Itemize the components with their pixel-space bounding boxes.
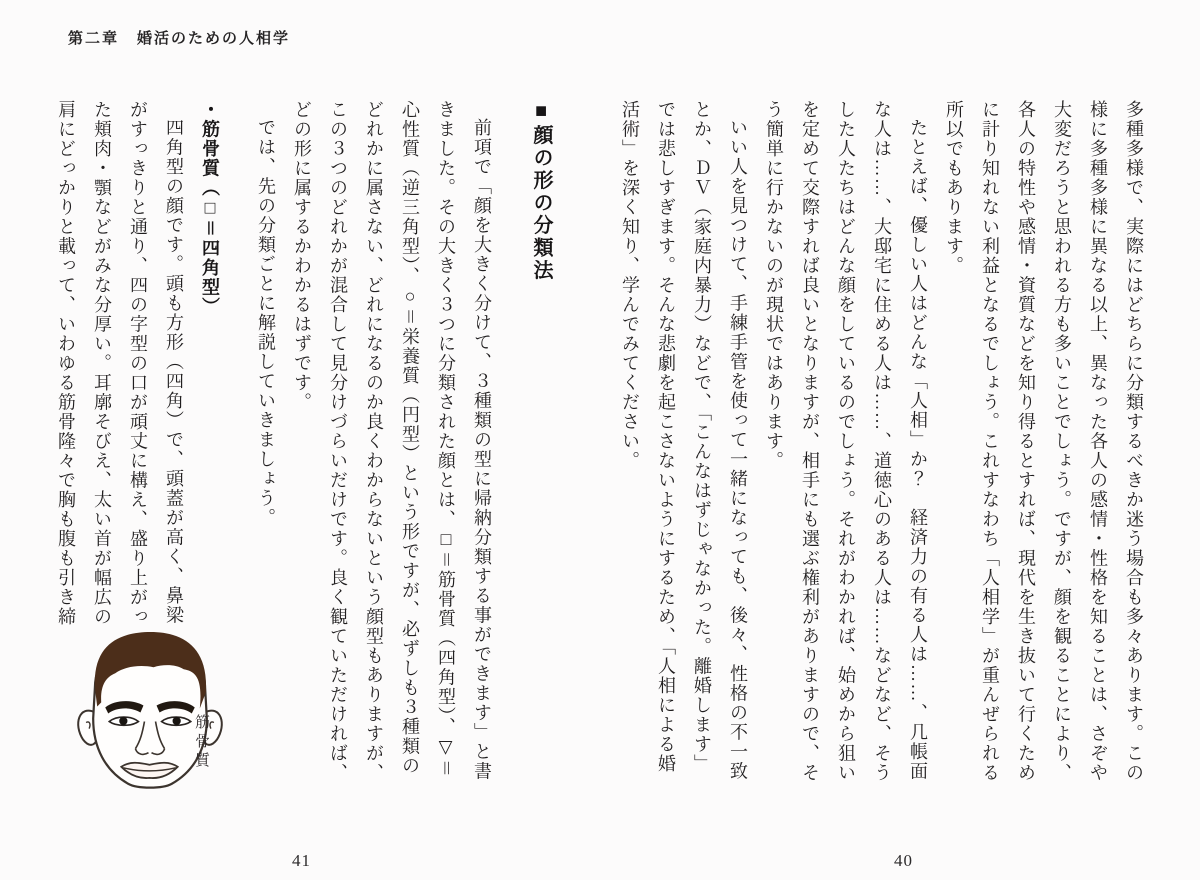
paragraph: たとえば、優しい人はどんな「人相」か？ 経済力の有る人は……、几帳面な人は……、大邸宅に住める人は……、道徳心のある人は……などなど、そうした人たちはどんな顔をしているのでしょう。それがわかれば、始めから狙いを定めて交際すれば良いとなりますが、相手にも選ぶ権利がありますので、そう簡単に行かないのが現状ではあります。 — [764, 100, 928, 783]
paragraph: 多種多様で、実際にはどちらに分類するべきか迷う場合も多々あります。この様に多種多様に異なる以上、異なった各人の感情・性格を知ることは、さぞや大変だろうと思われる方も多いことでしょう。ですが、顔を観ることにより、各人の特性や感情・資質などを知り得るとすれば、現代を生き抜いて行くために計り知れない利益となるでしょう。これすなわち「人相学」が重んぜられる所以でもあります。 — [944, 100, 1144, 783]
figure-label: 筋骨質 — [193, 714, 209, 771]
chapter-label: 第二章 — [68, 30, 120, 47]
page-right-text — [612, 100, 1152, 792]
chapter-title: 婚活のための人相学 — [137, 30, 291, 47]
running-head — [68, 27, 290, 48]
paragraph: 前項で「顔を大きく分けて、３種類の型に帰納分類する事ができます」と書きました。その大きく３つに分類された顔とは、□＝筋骨質（四角型）、▽＝心性質（逆三角型）、○＝栄養質（円型）という形ですが、必ずしも３種類のどれかに属さない、どれになるのか良くわからないという顔型もありますが、この３つのどれかが混合して見分けづらいだけです。良く観ていただければ、どの形に属するかわかるはずです。 — [292, 100, 492, 783]
paragraph: 四角型の顔です。頭も方形（四角）で、頭蓋が高く、鼻梁がすっきりと通り、四の字型の口が頑丈に構え、盛り上がった頬肉・顎などがみな分厚い。耳廓そびえ、太い首が幅広の肩にどっかりと載って、いわゆる筋骨隆々で胸も腹も引き締 — [56, 100, 184, 627]
subsection-kinkotsu — [48, 100, 228, 640]
paragraph: では、先の分類ごとに解説していきましょう。 — [256, 118, 276, 528]
page-number-41: 41 — [292, 851, 311, 870]
page-number-40: 40 — [894, 851, 913, 870]
section-heading: ■顔の形の分類法 — [530, 100, 552, 282]
subsection-heading: ・筋骨質（□＝四角型） — [200, 100, 220, 317]
paragraph: いい人を見つけて、手練手管を使って一緒になっても、後々、性格の不一致とか、ＤＶ（家庭内暴力）などで、「こんなはずじゃなかった。離婚します」では悲しすぎます。そんな悲劇を起こさないようにするため、「人相による婚活術」を深く知り、学んでみてください。 — [620, 100, 748, 781]
